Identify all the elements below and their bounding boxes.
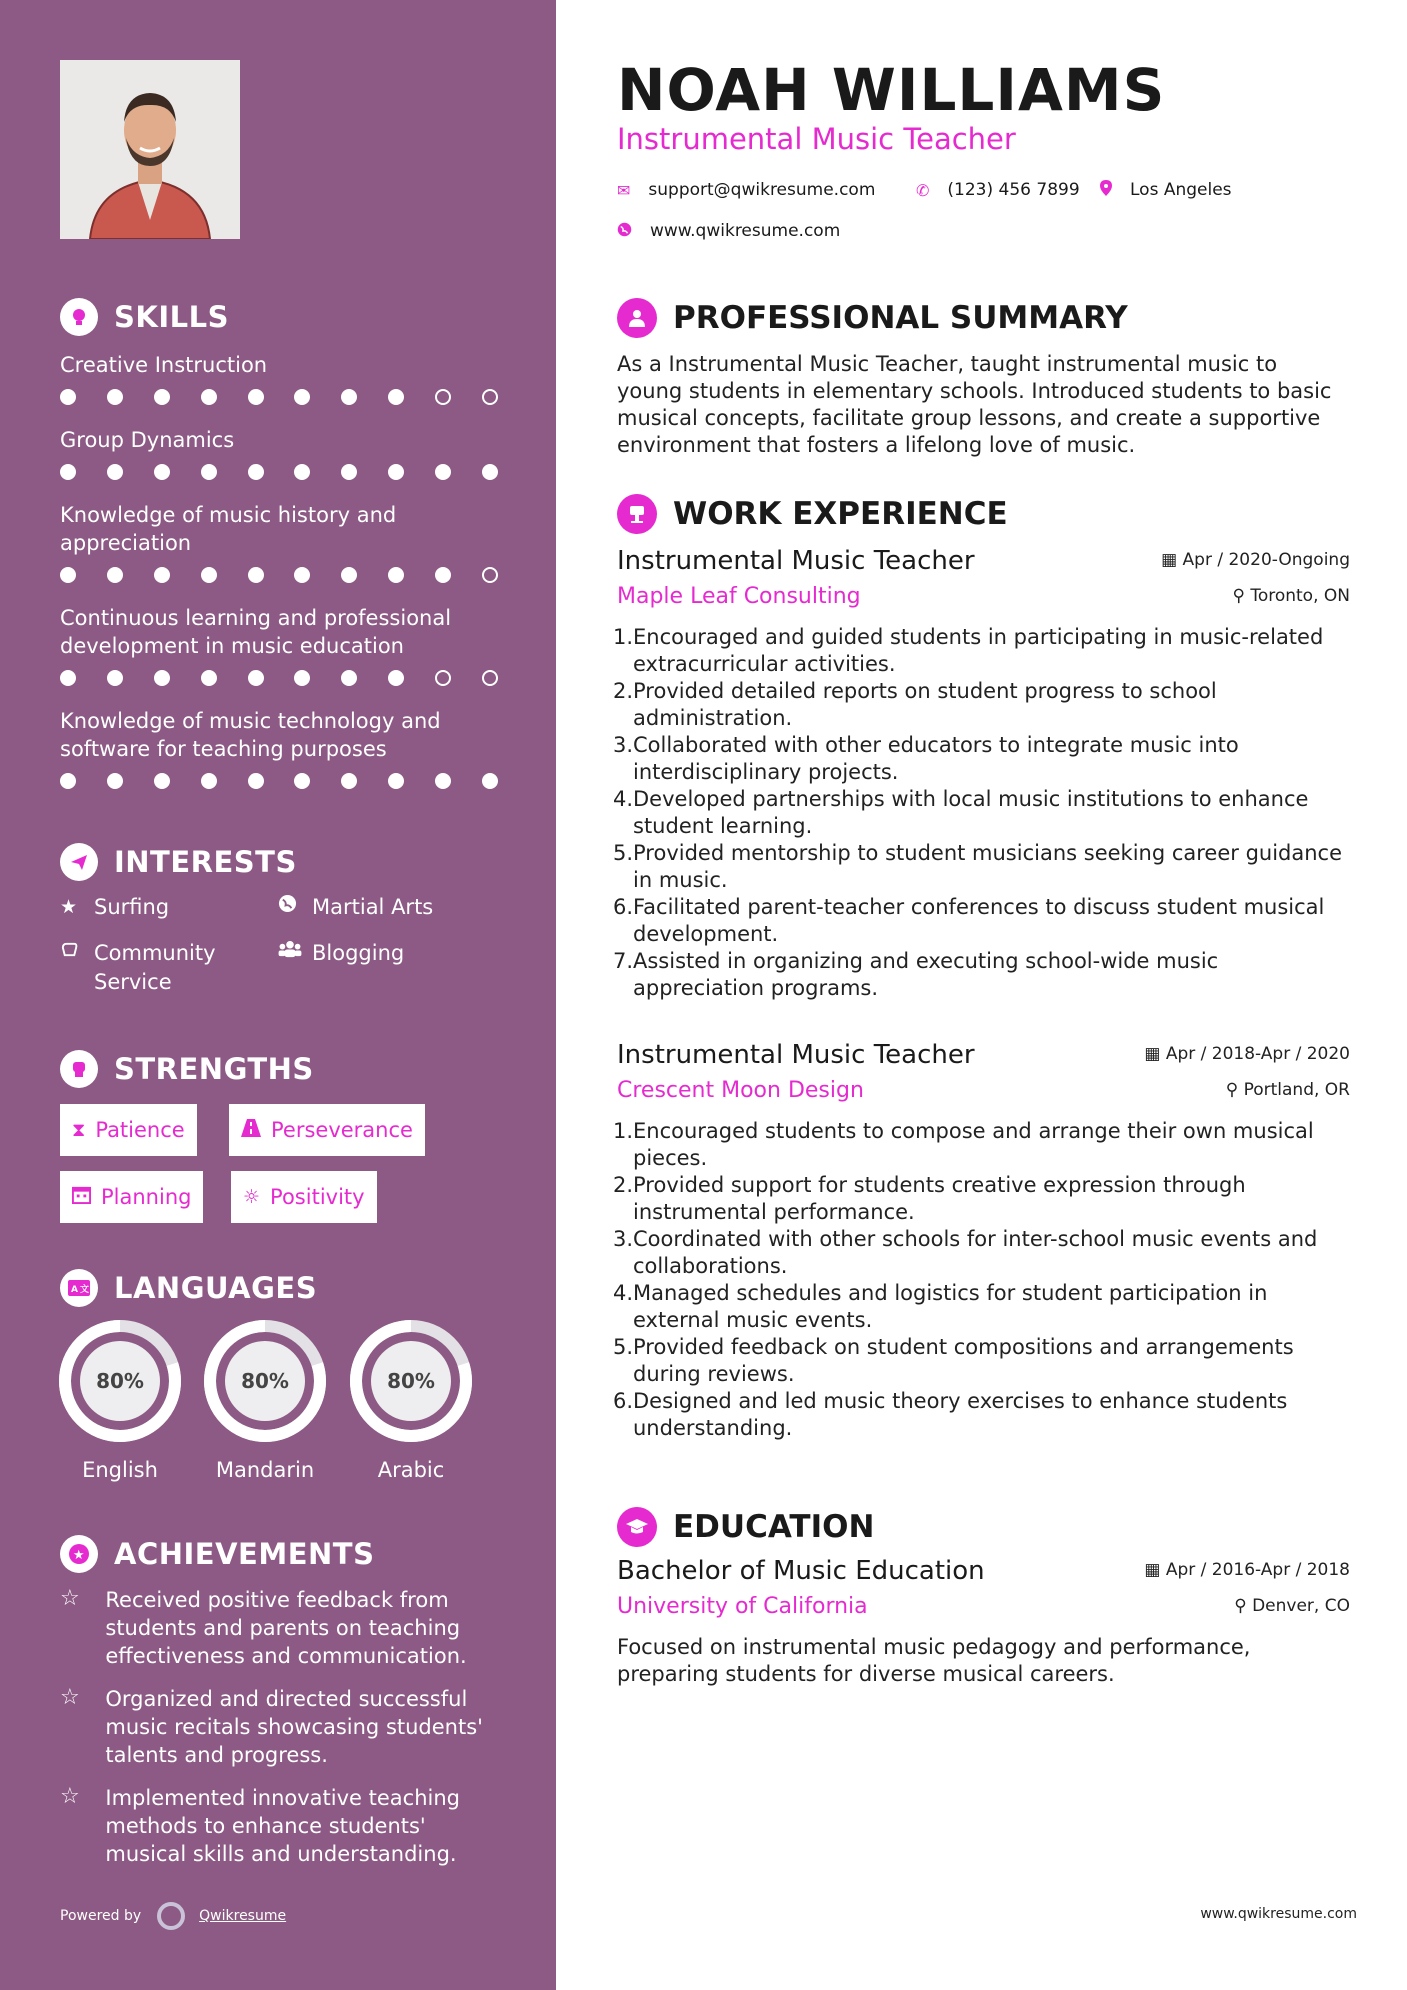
list-item: 5. Provided feedback on student compositions and arrangements during reviews.	[613, 1335, 1294, 1386]
rating-dot-filled	[294, 567, 310, 583]
interests-heading: INTERESTS	[60, 843, 297, 881]
rating-dot-filled	[248, 464, 264, 480]
calendar-icon: ▦	[1161, 550, 1178, 570]
education-entry	[617, 1556, 1350, 1696]
rating-dot-filled	[341, 773, 357, 789]
rating-dot-filled	[201, 389, 217, 405]
rating-dot-filled	[60, 464, 76, 480]
shooting-star-icon: ☆	[60, 1784, 80, 1809]
list-item: 6. Facilitated parent-teacher conferences to discuss student musical development.	[613, 895, 1325, 946]
degree: Bachelor of Music Education	[617, 1556, 985, 1586]
rating-dot-filled	[60, 773, 76, 789]
strength-tag: Perseverance	[229, 1104, 425, 1156]
road-icon	[241, 1119, 261, 1142]
map-pin-icon	[1100, 180, 1112, 200]
profile-photo	[60, 60, 240, 239]
rating-dot-filled	[201, 670, 217, 686]
rating-dot-filled	[388, 567, 404, 583]
strength-tag: Planning	[60, 1171, 203, 1223]
job-date: ▦ Apr / 2020-Ongoing	[1161, 550, 1350, 570]
language-percent: 80%	[387, 1369, 435, 1393]
rating-dot-filled	[482, 773, 498, 789]
language-name: English	[82, 1458, 158, 1482]
list-item: 1. Encouraged and guided students in participating in music-related extracurricular activities.	[613, 625, 1324, 676]
language-progress-ring	[204, 1320, 326, 1442]
job-bullets	[613, 624, 1350, 1002]
footer-url[interactable]: www.qwikresume.com	[1200, 1906, 1357, 1922]
language-name: Mandarin	[215, 1458, 315, 1482]
achievement-item: ☆ Implemented innovative teaching methods to enhance students' musical skills and understanding.	[60, 1784, 460, 1866]
star-badge-icon	[60, 1535, 98, 1573]
rating-dot-empty	[435, 389, 451, 405]
sun-icon: ☼	[243, 1186, 261, 1208]
job-entry	[613, 1040, 1350, 1460]
rating-dot-filled	[107, 670, 123, 686]
education-location: ⚲ Denver, CO	[1234, 1596, 1350, 1616]
education-date: ▦ Apr / 2016-Apr / 2018	[1144, 1560, 1350, 1580]
paper-plane-icon	[60, 843, 98, 881]
rating-dot-empty	[482, 389, 498, 405]
list-item: 4. Managed schedules and logistics for student participation in external music events.	[613, 1281, 1268, 1332]
fist-icon	[60, 1050, 98, 1088]
svg-text:A: A	[71, 1285, 79, 1295]
job-title: Instrumental Music Teacher	[617, 122, 1016, 156]
star-icon: ★	[60, 896, 78, 918]
main-content	[613, 0, 1357, 1990]
rating-dot-empty	[482, 670, 498, 686]
contact-website[interactable]: www.qwikresume.com	[617, 221, 840, 241]
list-item: 6. Designed and led music theory exercises to enhance students understanding.	[613, 1389, 1288, 1440]
person-portrait-icon	[60, 60, 240, 239]
rating-dot-filled	[341, 464, 357, 480]
language-item	[204, 1320, 326, 1482]
brand-link[interactable]: Qwikresume	[199, 1908, 287, 1924]
rating-dot-filled	[294, 389, 310, 405]
language-item	[59, 1320, 181, 1482]
job-location: ⚲ Portland, OR	[1225, 1080, 1350, 1100]
summary-text: As a Instrumental Music Teacher, taught instrumental music to young students in elementary schools. Introduced students to basic musical concepts, facilitate group lessons, and create a supportive environment that fosters a lifelong love of music.	[617, 352, 1332, 457]
rating-dot-filled	[154, 773, 170, 789]
users-icon	[278, 939, 312, 968]
education-description: Focused on instrumental music pedagogy and performance, preparing students for diverse musical careers.	[617, 1635, 1251, 1686]
rating-dot-filled	[201, 464, 217, 480]
pushpin-icon: ⚲	[1232, 586, 1245, 606]
rating-dot-filled	[60, 567, 76, 583]
rating-dot-filled	[388, 464, 404, 480]
languages-heading: A 文 LANGUAGES	[60, 1269, 317, 1307]
strengths-heading: STRENGTHS	[60, 1050, 314, 1088]
calendar-icon: ▦	[1144, 1044, 1161, 1064]
rating-dot-filled	[388, 670, 404, 686]
language-progress-ring	[59, 1320, 181, 1442]
rating-dot-filled	[154, 670, 170, 686]
skill-item	[60, 604, 500, 686]
list-item: 7. Assisted in organizing and executing school-wide music appreciation programs.	[613, 949, 1219, 1000]
skill-rating	[60, 389, 498, 405]
podium-icon	[617, 494, 657, 534]
calendar-icon: ▦	[1144, 1560, 1161, 1580]
skill-name: Knowledge of music history and appreciation	[60, 503, 397, 555]
skill-item	[60, 707, 500, 789]
rating-dot-filled	[341, 670, 357, 686]
svg-text:文: 文	[80, 1285, 90, 1295]
interests-list	[60, 893, 500, 1003]
skill-rating	[60, 773, 498, 789]
rating-dot-empty	[482, 567, 498, 583]
school: University of California	[617, 1594, 868, 1619]
qwikresume-logo-icon	[157, 1902, 185, 1930]
skill-item	[60, 351, 500, 405]
rating-dot-filled	[294, 773, 310, 789]
list-item: 4. Developed partnerships with local music institutions to enhance student learning.	[613, 787, 1309, 838]
rating-dot-filled	[388, 389, 404, 405]
rating-dot-filled	[341, 389, 357, 405]
lightbulb-icon	[60, 298, 98, 336]
job-bullets	[613, 1118, 1350, 1442]
job-company: Maple Leaf Consulting	[617, 584, 861, 609]
skill-rating	[60, 567, 498, 583]
translate-icon	[60, 1269, 98, 1307]
rating-dot-empty	[435, 670, 451, 686]
graduation-cap-icon	[617, 1507, 657, 1547]
contact-email[interactable]: ✉ support@qwikresume.com	[617, 180, 876, 200]
rating-dot-filled	[435, 464, 451, 480]
achievement-item: ☆ Organized and directed successful music recitals showcasing students' talents and progress.	[60, 1685, 483, 1767]
rating-dot-filled	[248, 389, 264, 405]
rating-dot-filled	[435, 773, 451, 789]
strength-tag: ⧗ Patience	[60, 1104, 197, 1156]
rating-dot-filled	[201, 773, 217, 789]
powered-by: Powered by Qwikresume	[60, 1902, 286, 1930]
job-position: Instrumental Music Teacher	[617, 1040, 975, 1070]
shooting-star-icon: ☆	[60, 1586, 80, 1611]
language-item	[350, 1320, 472, 1482]
achievements-heading: ★ ACHIEVEMENTS	[60, 1535, 374, 1573]
rating-dot-filled	[107, 389, 123, 405]
rating-dot-filled	[107, 567, 123, 583]
list-item: 3. Collaborated with other educators to integrate music into interdisciplinary projects.	[613, 733, 1239, 784]
envelope-icon: ✉	[617, 180, 631, 200]
rating-dot-filled	[154, 389, 170, 405]
skill-rating	[60, 670, 498, 686]
calendar-icon	[72, 1185, 91, 1209]
skill-name: Knowledge of music technology and software for teaching purposes	[60, 709, 441, 761]
job-date: ▦ Apr / 2018-Apr / 2020	[1144, 1044, 1350, 1064]
pushpin-icon: ⚲	[1225, 1080, 1239, 1100]
candidate-name: NOAH WILLIAMS	[617, 56, 1166, 124]
interest-item: Community Service	[60, 939, 260, 997]
language-progress-ring	[350, 1320, 472, 1442]
education-heading: EDUCATION	[617, 1507, 874, 1547]
phone-icon: ✆	[916, 180, 930, 200]
contact-phone[interactable]: ✆ (123) 456 7899	[916, 180, 1080, 200]
rating-dot-filled	[248, 567, 264, 583]
skill-item	[60, 501, 500, 583]
skill-name: Creative Instruction	[60, 353, 268, 377]
user-icon	[617, 298, 657, 338]
language-name: Arabic	[377, 1458, 445, 1482]
job-entry	[613, 546, 1350, 1016]
summary-heading: PROFESSIONAL SUMMARY	[617, 298, 1128, 338]
job-company: Crescent Moon Design	[617, 1078, 864, 1103]
shooting-star-icon: ☆	[60, 1685, 80, 1710]
interest-item: Blogging	[278, 939, 404, 968]
language-percent: 80%	[241, 1369, 289, 1393]
list-item: 5. Provided mentorship to student musicians seeking career guidance in music.	[613, 841, 1343, 892]
list-item: 3. Coordinated with other schools for inter-school music events and collaborations.	[613, 1227, 1318, 1278]
rating-dot-filled	[201, 567, 217, 583]
strength-tag: ☼ Positivity	[231, 1171, 377, 1223]
pushpin-icon: ⚲	[1234, 1596, 1247, 1616]
rating-dot-filled	[248, 670, 264, 686]
experience-heading: WORK EXPERIENCE	[617, 494, 1008, 534]
rating-dot-filled	[435, 567, 451, 583]
rating-dot-filled	[60, 670, 76, 686]
list-item: 2. Provided detailed reports on student progress to school administration.	[613, 679, 1217, 730]
rating-dot-filled	[248, 773, 264, 789]
contact-location: Los Angeles	[1100, 180, 1232, 200]
achievement-item: ☆ Received positive feedback from students and parents on teaching effectiveness and communication.	[60, 1586, 467, 1668]
job-location: ⚲ Toronto, ON	[1232, 586, 1350, 606]
skill-rating	[60, 464, 498, 480]
interest-item: ★ Surfing	[60, 893, 169, 922]
rating-dot-filled	[107, 773, 123, 789]
rating-dot-filled	[294, 464, 310, 480]
rating-dot-filled	[482, 464, 498, 480]
sidebar	[0, 0, 556, 1990]
globe-icon	[617, 222, 632, 241]
rating-dot-filled	[107, 464, 123, 480]
list-item: 1. Encouraged students to compose and arrange their own musical pieces.	[613, 1119, 1314, 1170]
svg-text:★: ★	[72, 1548, 86, 1563]
rating-dot-filled	[154, 567, 170, 583]
globe-icon	[278, 893, 312, 922]
hand-icon	[60, 939, 94, 997]
skill-item	[60, 426, 500, 480]
hourglass-icon: ⧗	[72, 1119, 86, 1141]
rating-dot-filled	[60, 389, 76, 405]
list-item: 2. Provided support for students creative expression through instrumental performance.	[613, 1173, 1246, 1224]
skill-name: Continuous learning and professional development in music education	[60, 606, 452, 658]
skills-heading: SKILLS	[60, 298, 229, 336]
rating-dot-filled	[154, 464, 170, 480]
job-position: Instrumental Music Teacher	[617, 546, 975, 576]
rating-dot-filled	[294, 670, 310, 686]
language-percent: 80%	[96, 1369, 144, 1393]
rating-dot-filled	[388, 773, 404, 789]
interest-item: Martial Arts	[278, 893, 433, 922]
rating-dot-filled	[341, 567, 357, 583]
skill-name: Group Dynamics	[60, 428, 235, 452]
